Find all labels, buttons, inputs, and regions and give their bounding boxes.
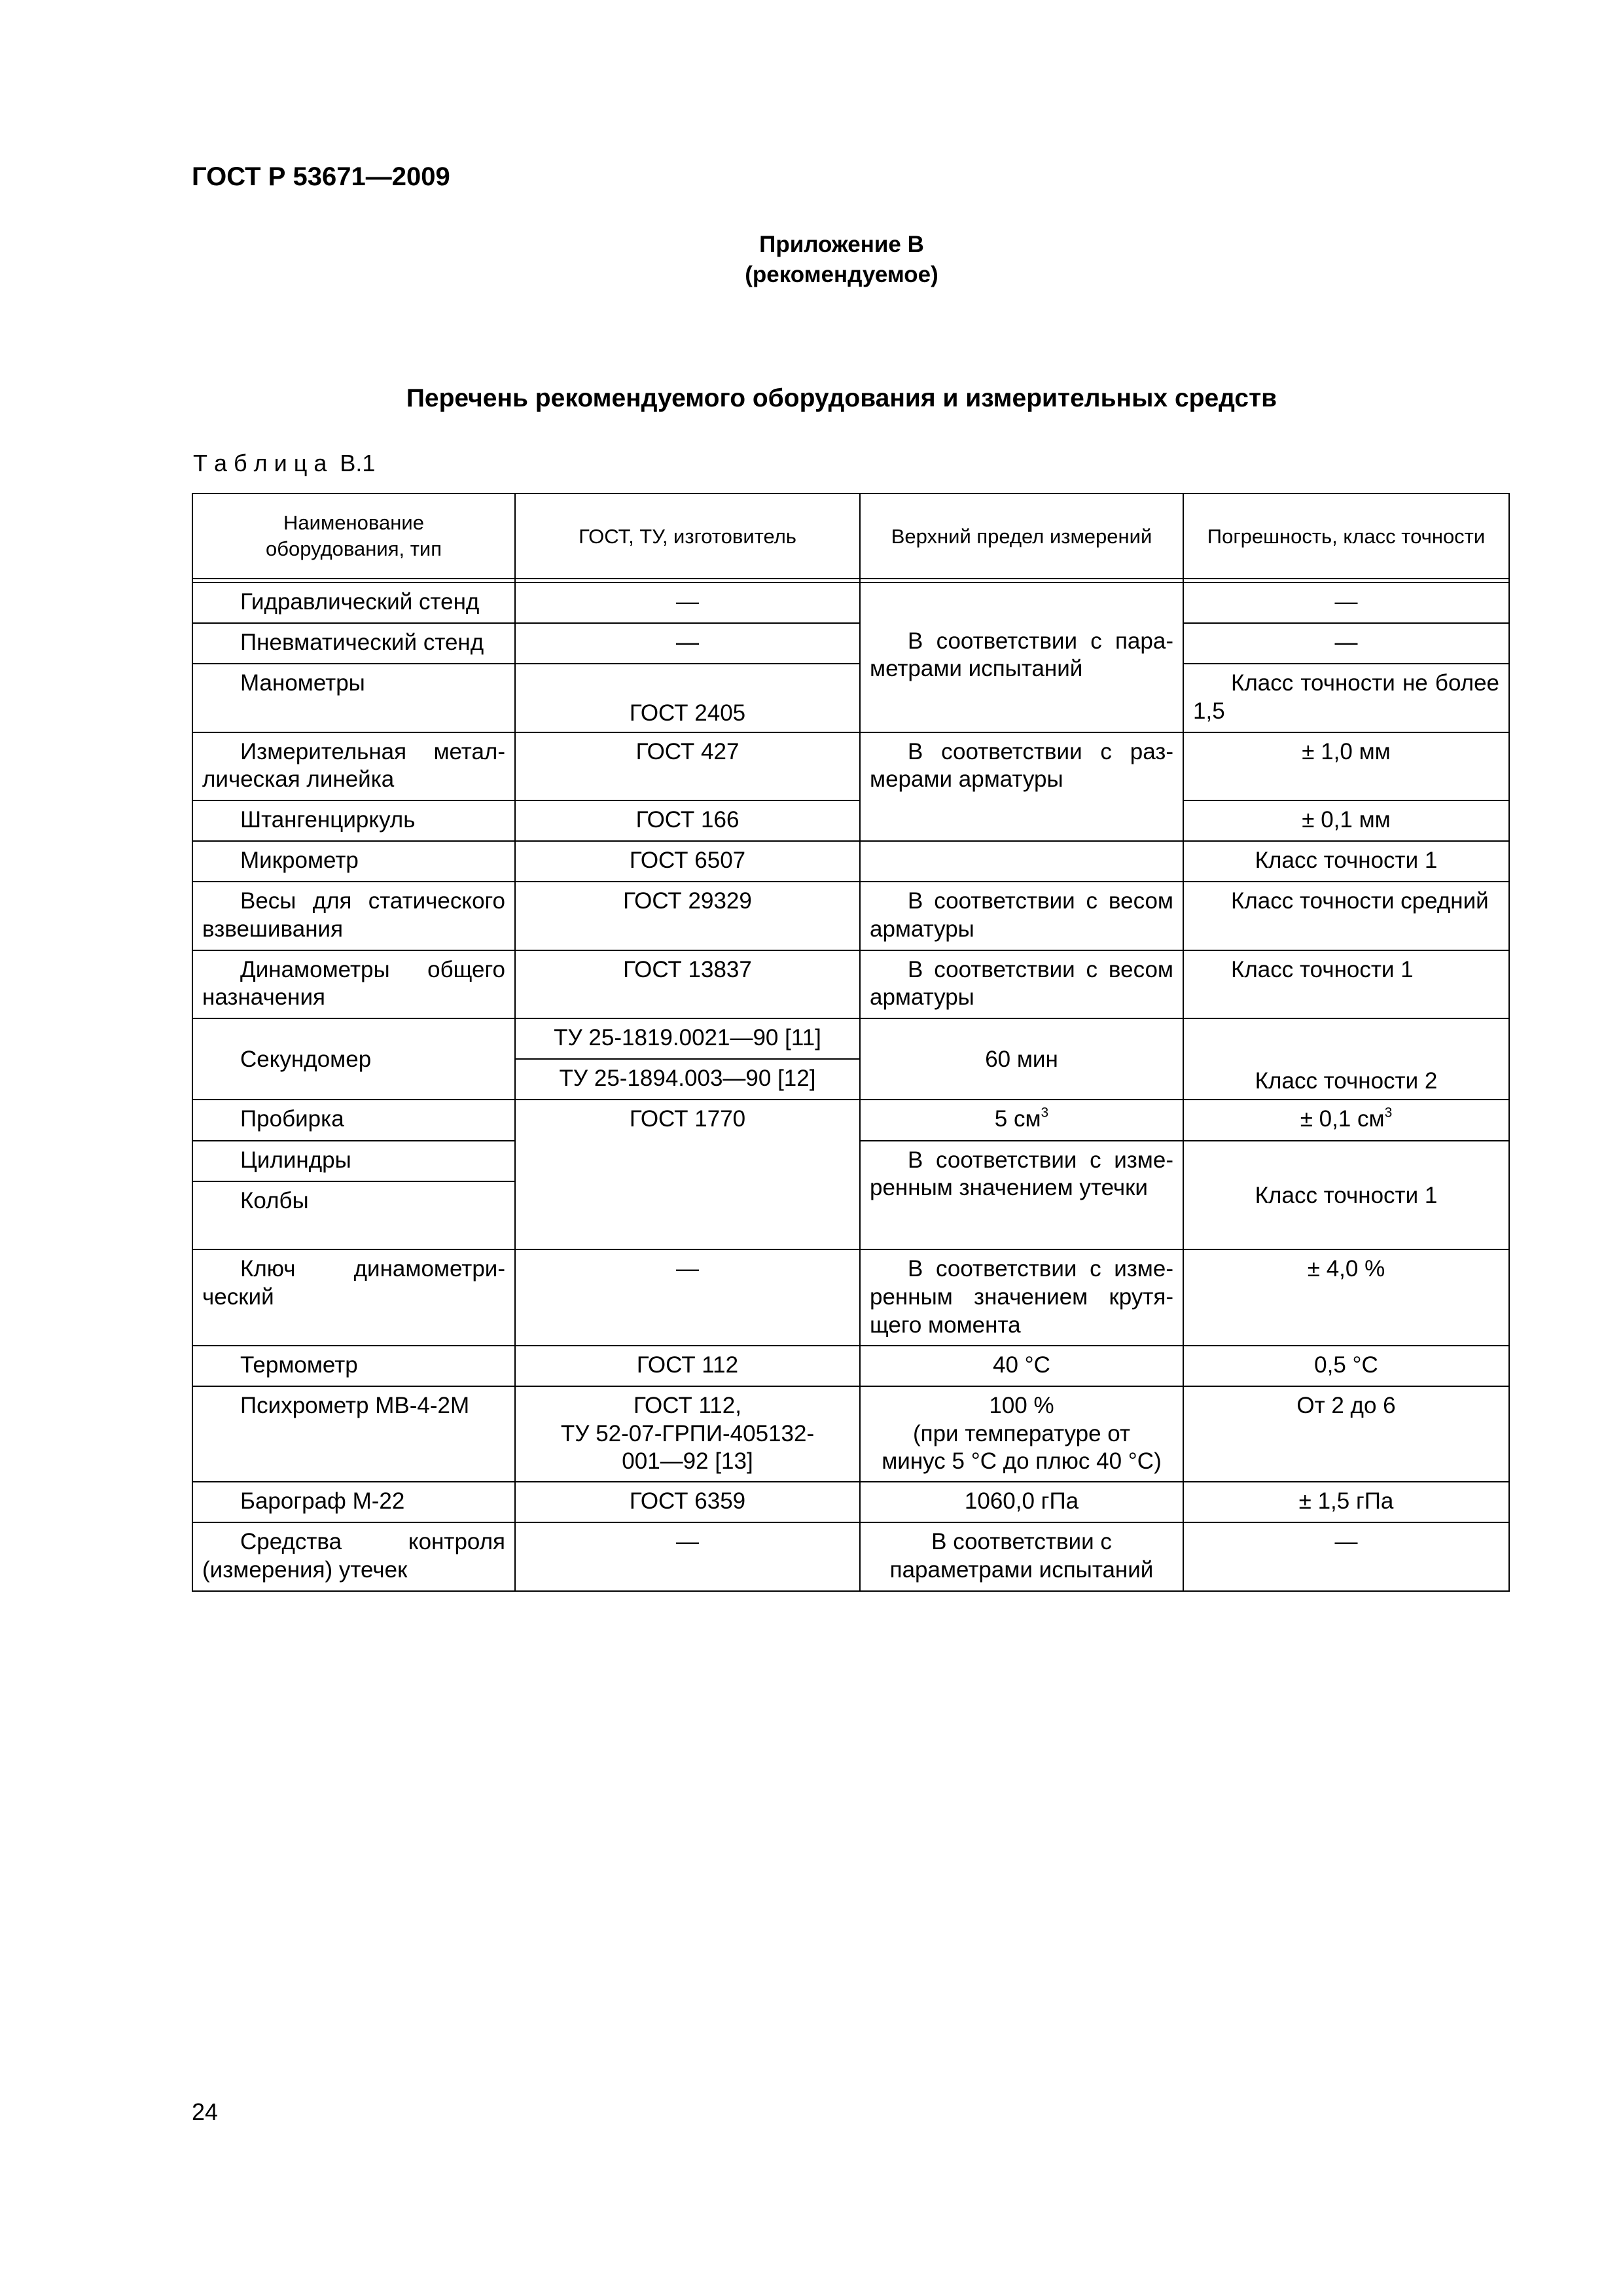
equipment-name: Гидравлический стенд [192, 583, 515, 623]
table-row [192, 583, 1509, 623]
accuracy-cell: От 2 до 6 [1183, 1386, 1509, 1482]
equipment-name: Манометры [192, 664, 515, 732]
accuracy-cell: — [1183, 1522, 1509, 1591]
table-row [192, 1522, 1509, 1591]
accuracy-cell [1183, 1100, 1509, 1140]
equipment-name: Микрометр [192, 841, 515, 882]
standard-cell: ГОСТ 427 [515, 732, 860, 800]
accuracy-value: ± 0,1 см [1300, 1106, 1385, 1132]
equipment-name: Динамометры общего назначения [192, 950, 515, 1018]
equipment-name: Штангенциркуль [192, 800, 515, 841]
standard-cell: ГОСТ 13837 [515, 950, 860, 1018]
equipment-name: Секундомер [192, 1018, 515, 1100]
equipment-name: Цилиндры [192, 1141, 515, 1181]
upper-limit-cell: 60 мин [860, 1018, 1183, 1100]
upper-limit-line: (при температуре от [912, 1420, 1130, 1446]
accuracy-cell: Класс точности 1 [1183, 1141, 1509, 1250]
accuracy-cell: 0,5 °С [1183, 1346, 1509, 1386]
upper-limit-cell: В соответствии с весом арматуры [860, 882, 1183, 950]
standard-cell: — [515, 1249, 860, 1345]
standard-line: 001—92 [13] [622, 1448, 753, 1475]
standard-cell: ГОСТ 6507 [515, 841, 860, 882]
upper-limit-line: 100 % [989, 1392, 1054, 1418]
upper-limit-line: минус 5 °С до плюс 40 °С) [882, 1448, 1162, 1475]
table-header-row [192, 493, 1509, 579]
table-row [192, 800, 1509, 841]
accuracy-cell: ± 4,0 % [1183, 1249, 1509, 1345]
table-row [192, 882, 1509, 950]
standard-cell: — [515, 623, 860, 664]
table-row [192, 1100, 1509, 1140]
upper-limit-cell: В соответствии с измеренным значением утечки [860, 1141, 1183, 1250]
upper-limit-cell [860, 1386, 1183, 1482]
standard-line: ТУ 52-07-ГРПИ-405132- [560, 1420, 815, 1446]
document-code: ГОСТ Р 53671—2009 [192, 162, 450, 191]
table-row [192, 1482, 1509, 1522]
standard-cell: ГОСТ 166 [515, 800, 860, 841]
upper-limit-value: 5 см [994, 1106, 1041, 1132]
table-row [192, 732, 1509, 800]
standard-cell: ГОСТ 29329 [515, 882, 860, 950]
upper-limit-cell: 40 °С [860, 1346, 1183, 1386]
annex-status: (рекомендуемое) [745, 262, 938, 287]
upper-limit-cell [860, 1522, 1183, 1591]
accuracy-cell: Класс точности 2 [1183, 1018, 1509, 1100]
accuracy-cell: ± 1,0 мм [1183, 732, 1509, 800]
table-caption: Т а б л и ц а В.1 [193, 450, 376, 476]
upper-limit-cell: В соответствии с измеренным значением крутящего момента [860, 1249, 1183, 1345]
equipment-name: Колбы [192, 1181, 515, 1249]
equipment-name: Средства контроля (измерения) утечек [192, 1522, 515, 1591]
upper-limit-text: В соответствии с параметрами испытаний [870, 628, 1173, 682]
table-row [192, 841, 1509, 882]
accuracy-cell: Класс точности 1 [1183, 950, 1509, 1018]
table-row [192, 664, 1509, 732]
equipment-name: Барограф М-22 [192, 1482, 515, 1522]
accuracy-cell: Класс точности 1 [1183, 841, 1509, 882]
unit-superscript: 3 [1384, 1105, 1393, 1121]
accuracy-cell: ± 1,5 гПа [1183, 1482, 1509, 1522]
table-row [192, 1249, 1509, 1345]
equipment-name: Пробирка [192, 1100, 515, 1140]
accuracy-cell: Класс точности средний [1183, 882, 1509, 950]
equipment-table [192, 493, 1510, 1592]
upper-limit-cell: 1060,0 гПа [860, 1482, 1183, 1522]
accuracy-cell: Класс точности не более 1,5 [1183, 664, 1509, 732]
standard-cell: ГОСТ 6359 [515, 1482, 860, 1522]
standard-cell: — [515, 583, 860, 623]
column-header-standard: ГОСТ, ТУ, изготовитель [515, 493, 860, 579]
accuracy-cell: ± 0,1 мм [1183, 800, 1509, 841]
standard-cell: ГОСТ 1770 [515, 1100, 860, 1249]
table-row [192, 623, 1509, 664]
accuracy-cell: — [1183, 583, 1509, 623]
upper-limit-cell [860, 583, 1183, 732]
upper-limit-cell: В соответствии с весом арматуры [860, 950, 1183, 1018]
section-title: Перечень рекомендуемого оборудования и измерительных средств [406, 384, 1277, 412]
standard-cell: ГОСТ 112 [515, 1346, 860, 1386]
annex-title: Приложение В [759, 232, 924, 257]
upper-limit-line: В соответствии с [931, 1529, 1112, 1555]
table-row [192, 1018, 1509, 1059]
upper-limit-cell [860, 841, 1183, 882]
upper-limit-line: параметрами испытаний [889, 1557, 1154, 1583]
equipment-name: Термометр [192, 1346, 515, 1386]
table-row [192, 1386, 1509, 1482]
standard-cell: — [515, 1522, 860, 1591]
equipment-name: Пневматический стенд [192, 623, 515, 664]
standard-line: ГОСТ 112, [633, 1392, 741, 1418]
equipment-name: Ключ динамометрический [192, 1249, 515, 1345]
column-header-upper-limit: Верхний предел измерений [860, 493, 1183, 579]
equipment-name: Измерительная металлическая линейка [192, 732, 515, 800]
column-header-accuracy: Погрешность, класс точности [1183, 493, 1509, 579]
column-header-name: Наименование оборудования, тип [192, 493, 515, 579]
table-row [192, 1346, 1509, 1386]
table-row [192, 950, 1509, 1018]
standard-cell: ГОСТ 2405 [515, 664, 860, 732]
upper-limit-cell: В соответствии с размерами арматуры [860, 732, 1183, 842]
page-number: 24 [192, 2098, 219, 2125]
standard-cell: ТУ 25-1894.003—90 [12] [515, 1059, 860, 1100]
equipment-name: Весы для статического взвешивания [192, 882, 515, 950]
accuracy-cell: — [1183, 623, 1509, 664]
standard-cell: ТУ 25-1819.0021—90 [11] [515, 1018, 860, 1059]
upper-limit-cell [860, 1100, 1183, 1140]
unit-superscript: 3 [1041, 1105, 1049, 1121]
standard-cell [515, 1386, 860, 1482]
equipment-name: Психрометр МВ-4-2М [192, 1386, 515, 1482]
